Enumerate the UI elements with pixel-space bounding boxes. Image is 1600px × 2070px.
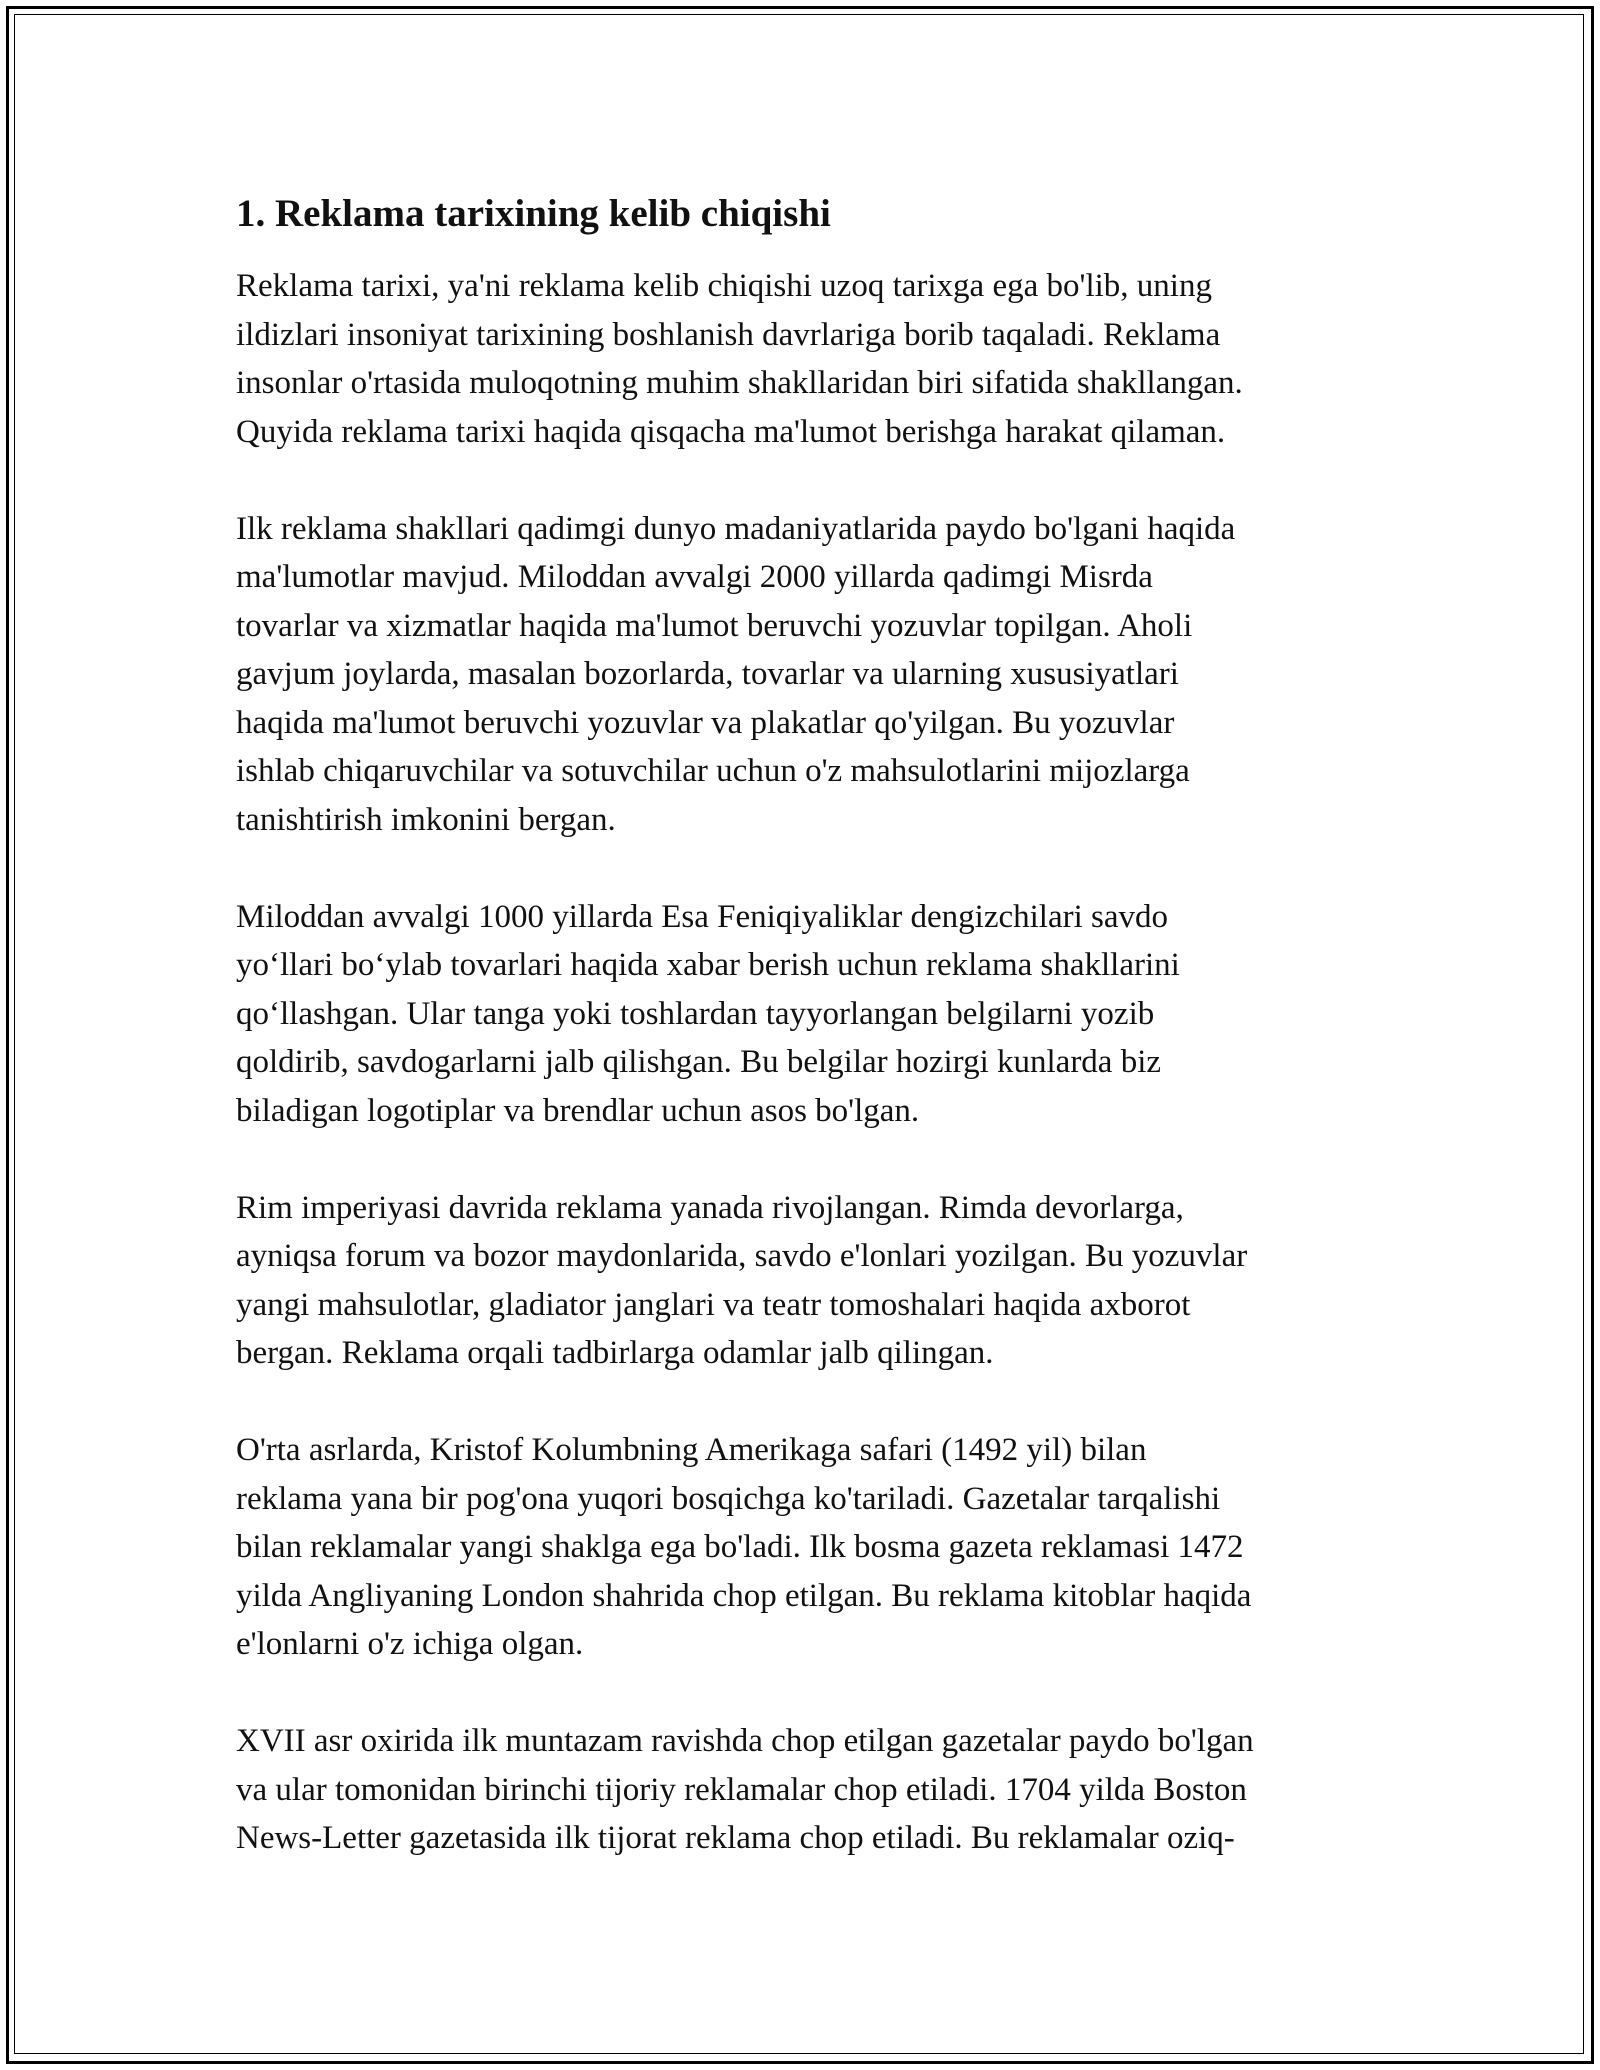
text-line: insonlar o'rtasida muloqotning muhim shakllaridan biri sifatida shakllangan. (236, 365, 1243, 401)
paragraph (236, 262, 1376, 456)
text-line: qoldirib, savdogarlarni jalb qilishgan. Bu belgilar hozirgi kunlarda biz (236, 1044, 1162, 1080)
text-line: News-Letter gazetasida ilk tijorat reklama chop etiladi. Bu reklamalar oziq- (236, 1820, 1235, 1856)
text-line: Ilk reklama shakllari qadimgi dunyo madaniyatlarida paydo bo'lgani haqida (236, 510, 1236, 547)
paragraph (236, 893, 1376, 1136)
text-line: gavjum joylarda, masalan bozorlarda, tovarlar va ularning xususiyatlari (236, 656, 1179, 692)
text-line: yo‘llari bo‘ylab tovarlari haqida xabar berish uchun reklama shakllarini (236, 947, 1180, 983)
text-line: haqida ma'lumot beruvchi yozuvlar va plakatlar qo'yilgan. Bu yozuvlar (236, 704, 1175, 741)
text-line: reklama yana bir pog'ona yuqori bosqichga ko'tariladi. Gazetalar tarqalishi (236, 1480, 1221, 1517)
text-line: tanishtirish imkonini bergan. (236, 801, 616, 838)
text-line: ma'lumotlar mavjud. Miloddan avvalgi 2000 yillarda qadimgi Misrda (236, 559, 1153, 595)
text-line: XVII asr oxirida ilk muntazam ravishda chop etilgan gazetalar paydo bo'lgan (236, 1723, 1254, 1759)
document-body (236, 186, 1376, 1911)
paragraph (236, 505, 1376, 845)
text-line: ishlab chiqaruvchilar va sotuvchilar uchun o'z mahsulotlarini mijozlarga (236, 753, 1190, 789)
text-line: tovarlar va xizmatlar haqida ma'lumot beruvchi yozuvlar topilgan. Aholi (236, 607, 1193, 644)
text-line: e'lonlarni o'z ichiga olgan. (236, 1626, 584, 1662)
text-line: bilan reklamalar yangi shaklga ega bo'ladi. Ilk bosma gazeta reklamasi 1472 (236, 1529, 1244, 1565)
text-line: Reklama tarixi, ya'ni reklama kelib chiqishi uzoq tarixga ega bo'lib, uning (236, 268, 1212, 304)
text-line: ayniqsa forum va bozor maydonlarida, savdo e'lonlari yozilgan. Bu yozuvlar (236, 1238, 1248, 1274)
text-line: va ular tomonidan birinchi tijoriy reklamalar chop etiladi. 1704 yilda Boston (236, 1771, 1247, 1808)
text-line: biladigan logotiplar va brendlar uchun asos bo'lgan. (236, 1092, 920, 1129)
text-line: ildizlari insoniyat tarixining boshlanish davrlariga borib taqaladi. Reklama (236, 316, 1221, 353)
paragraph (236, 1426, 1376, 1669)
paragraph (236, 1184, 1376, 1378)
text-line: Miloddan avvalgi 1000 yillarda Esa Feniqiyaliklar dengizchilari savdo (236, 898, 1169, 935)
paragraph (236, 1717, 1376, 1863)
section-heading: 1. Reklama tarixining kelib chiqishi (236, 192, 831, 235)
text-line: yangi mahsulotlar, gladiator janglari va teatr tomoshalari haqida axborot (236, 1286, 1191, 1323)
text-line: Rim imperiyasi davrida reklama yanada rivojlangan. Rimda devorlarga, (236, 1189, 1184, 1226)
text-line: qo‘llashgan. Ular tanga yoki toshlardan tayyorlangan belgilarni yozib (236, 995, 1155, 1032)
text-line: yilda Angliyaning London shahrida chop etilgan. Bu reklama kitoblar haqida (236, 1577, 1252, 1614)
text-line: O'rta asrlarda, Kristof Kolumbning Amerikaga safari (1492 yil) bilan (236, 1432, 1147, 1468)
text-line: Quyida reklama tarixi haqida qisqacha ma'lumot berishga harakat qilaman. (236, 413, 1226, 450)
paragraph-list (236, 262, 1376, 1863)
text-line: bergan. Reklama orqali tadbirlarga odamlar jalb qilingan. (236, 1335, 994, 1371)
